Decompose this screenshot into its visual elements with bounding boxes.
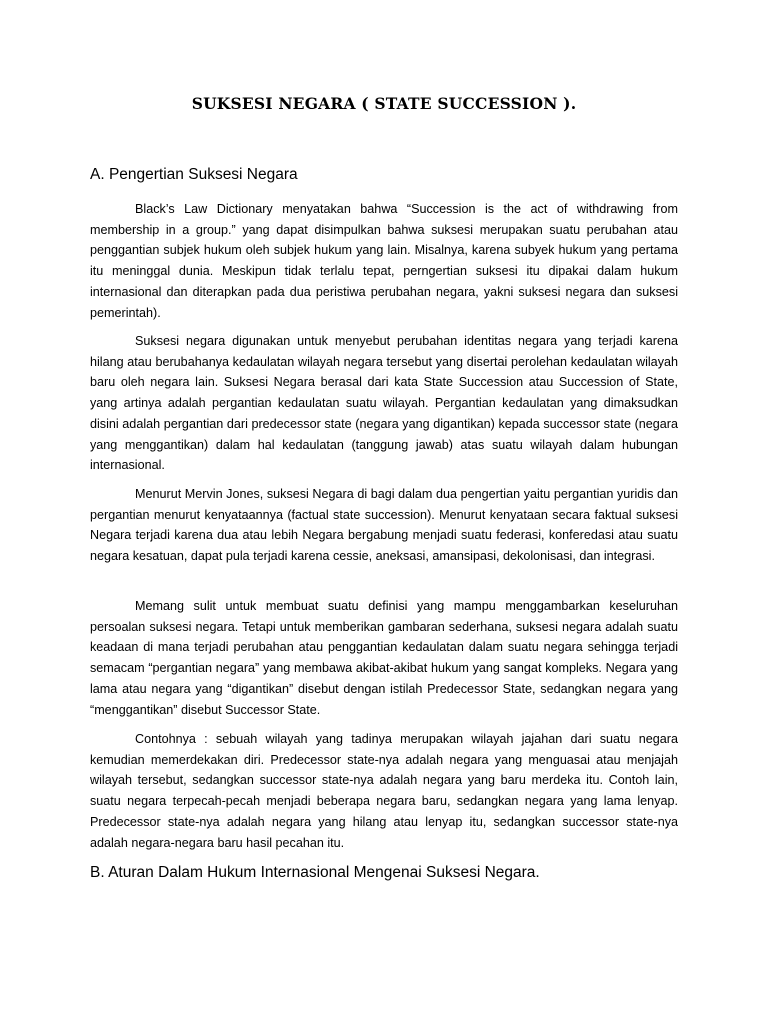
paragraph-1: Black’s Law Dictionary menyatakan bahwa “Succession is the act of withdrawing from membership in a group.” yang dapat disimpulkan bahwa suksesi merupakan suatu perubahan atau penggantian subjek hukum oleh subjek hukum yang lain. Misalnya, karena subyek hukum yang pertama itu meninggal dunia. Meskipun tidak terlalu tepat, perngertian suksesi itu dipakai dalam hukum internasional dan diterapkan pada dua peristiwa perubahan negara, yakni suksesi negara dan suksesi pemerintah). [90, 202, 678, 320]
section-a-heading: A. Pengertian Suksesi Negara [90, 166, 298, 183]
paragraph-3: Menurut Mervin Jones, suksesi Negara di bagi dalam dua pengertian yaitu pergantian yuridis dan pergantian menurut kenyataannya (factual state succession). Menurut kenyataan secara faktual suksesi Negara terjadi karena dua atau lebih Negara bergabung menjadi suatu federasi, konferedasi atau suatu negara kesatuan, dapat pula terjadi karena cessie, aneksasi, amansipasi, dekolonisasi, dan integrasi. [90, 487, 678, 564]
document-title: SUKSESI NEGARA ( STATE SUCCESSION ). [191, 94, 577, 113]
paragraph-4: Memang sulit untuk membuat suatu definisi yang mampu menggambarkan keseluruhan persoalan suksesi negara. Tetapi untuk memberikan gambaran sederhana, suksesi negara adalah suatu keadaan di mana terjadi perubahan atau penggantian kedaulatan dalam suatu negara sehingga terjadi semacam “pergantian negara” yang membawa akibat-akibat hukum yang sangat kompleks. Negara yang lama atau negara yang “digantikan” disebut dengan istilah Predecessor State, sedangkan negara yang “menggantikan” disebut Successor State. [90, 599, 678, 717]
section-b-heading: B. Aturan Dalam Hukum Internasional Mengenai Suksesi Negara. [90, 864, 540, 881]
paragraph-5: Contohnya : sebuah wilayah yang tadinya merupakan wilayah jajahan dari suatu negara kemudian memerdekakan diri. Predecessor state-nya adalah negara yang menguasai atau menjajah wilayah tersebut, sedangkan successor state-nya adalah negara yang baru merdeka itu. Contoh lain, suatu negara terpecah-pecah menjadi beberapa negara baru, sedangkan negara yang lama lenyap. Predecessor state-nya adalah negara yang hilang atau lenyap itu, sedangkan successor state-nya adalah negara-negara baru hasil pecahan itu. [90, 732, 678, 850]
paragraph-2: Suksesi negara digunakan untuk menyebut perubahan identitas negara yang terjadi karena hilang atau berubahanya kedaulatan wilayah negara tersebut yang disertai perolehan kedaulatan wilayah baru oleh negara lain. Suksesi Negara berasal dari kata State Succession atau Succession of State, yang artinya adalah pergantian kedaulatan suatu wilayah. Pergantian kedaulatan yang dimaksudkan disini adalah pergantian dari predecessor state (negara yang digantikan) kepada successor state (negara yang menggantikan) dalam hal kedaulatan (tanggung jawab) atas suatu wilayah dalam hubungan internasional. [90, 334, 678, 473]
